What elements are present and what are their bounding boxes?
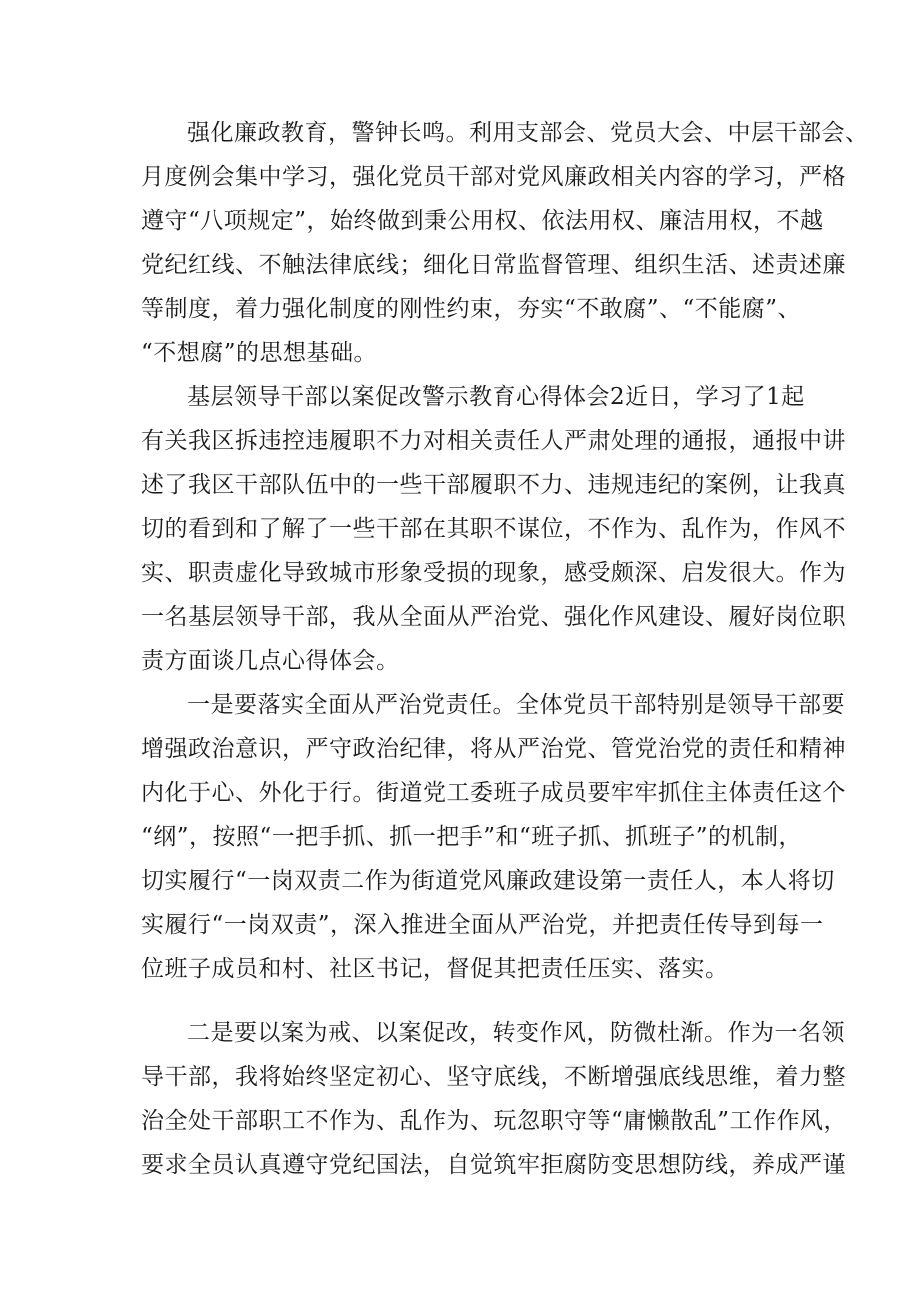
text-line: 一名基层领导干部，我从全面从严治党、强化作风建设、履好岗位职 <box>141 604 846 630</box>
text-line: 责方面谈几点心得体会。 <box>141 648 400 674</box>
text-line: 导干部，我将始终坚定初心、坚守底线，不断增强底线思维，着力整 <box>141 1064 846 1090</box>
text-line: 遵守“八项规定”，始终做到秉公用权、依法用权、廉洁用权，不越 <box>141 208 824 234</box>
text-line: 实、职责虚化导致城市形象受损的现象，感受颇深、启发很大。作为 <box>141 560 846 586</box>
text-line: 有关我区拆违控违履职不力对相关责任人严肃处理的通报，通报中讲 <box>141 428 846 454</box>
text-line: 述了我区干部队伍中的一些干部履职不力、违规违纪的案例，让我真 <box>141 472 846 498</box>
text-line: 等制度，着力强化制度的刚性约束，夯实“不敢腐”、“不能腐”、 <box>141 296 802 322</box>
text-line: 增强政治意识，严守政治纪律，将从严治党、管党治党的责任和精神 <box>141 736 846 762</box>
text-line: 治全处干部职工不作为、乱作为、玩忽职守等“庸懒散乱”工作作风， <box>141 1108 848 1134</box>
text-line: 要求全员认真遵守党纪国法，自觉筑牢拒腐防变思想防线，养成严谨 <box>141 1152 846 1178</box>
text-line: 月度例会集中学习，强化党员干部对党风廉政相关内容的学习，严格 <box>141 164 846 190</box>
text-line: 位班子成员和村、社区书记，督促其把责任压实、落实。 <box>141 956 729 982</box>
text-line: 内化于心、外化于行。街道党工委班子成员要牢牢抓住主体责任这个 <box>141 780 846 806</box>
text-line: 党纪红线、不触法律底线；细化日常监督管理、组织生活、述责述廉 <box>141 252 846 278</box>
text-line: 实履行“一岗双责”，深入推进全面从严治党，并把责任传导到每一 <box>141 912 824 938</box>
text-line: 切实履行“一岗双责二作为街道党风廉政建设第一责任人，本人将切 <box>141 868 835 894</box>
text-line: 二是要以案为戒、以案促改，转变作风，防微杜渐。作为一名领 <box>187 1020 845 1046</box>
text-line: 强化廉政教育，警钟长鸣。利用支部会、党员大会、中层干部会、 <box>187 120 869 146</box>
text-line: “纲”，按照“一把手抓、抓一把手”和“班子抓、抓班子”的机制， <box>141 824 803 850</box>
text-line: 切的看到和了解了一些干部在其职不谋位，不作为、乱作为，作风不 <box>141 516 846 542</box>
text-line: 基层领导干部以案促改警示教育心得体会2近日，学习了1起 <box>187 384 805 410</box>
text-line: 一是要落实全面从严治党责任。全体党员干部特别是领导干部要 <box>187 692 845 718</box>
text-line: “不想腐”的思想基础。 <box>141 340 378 366</box>
